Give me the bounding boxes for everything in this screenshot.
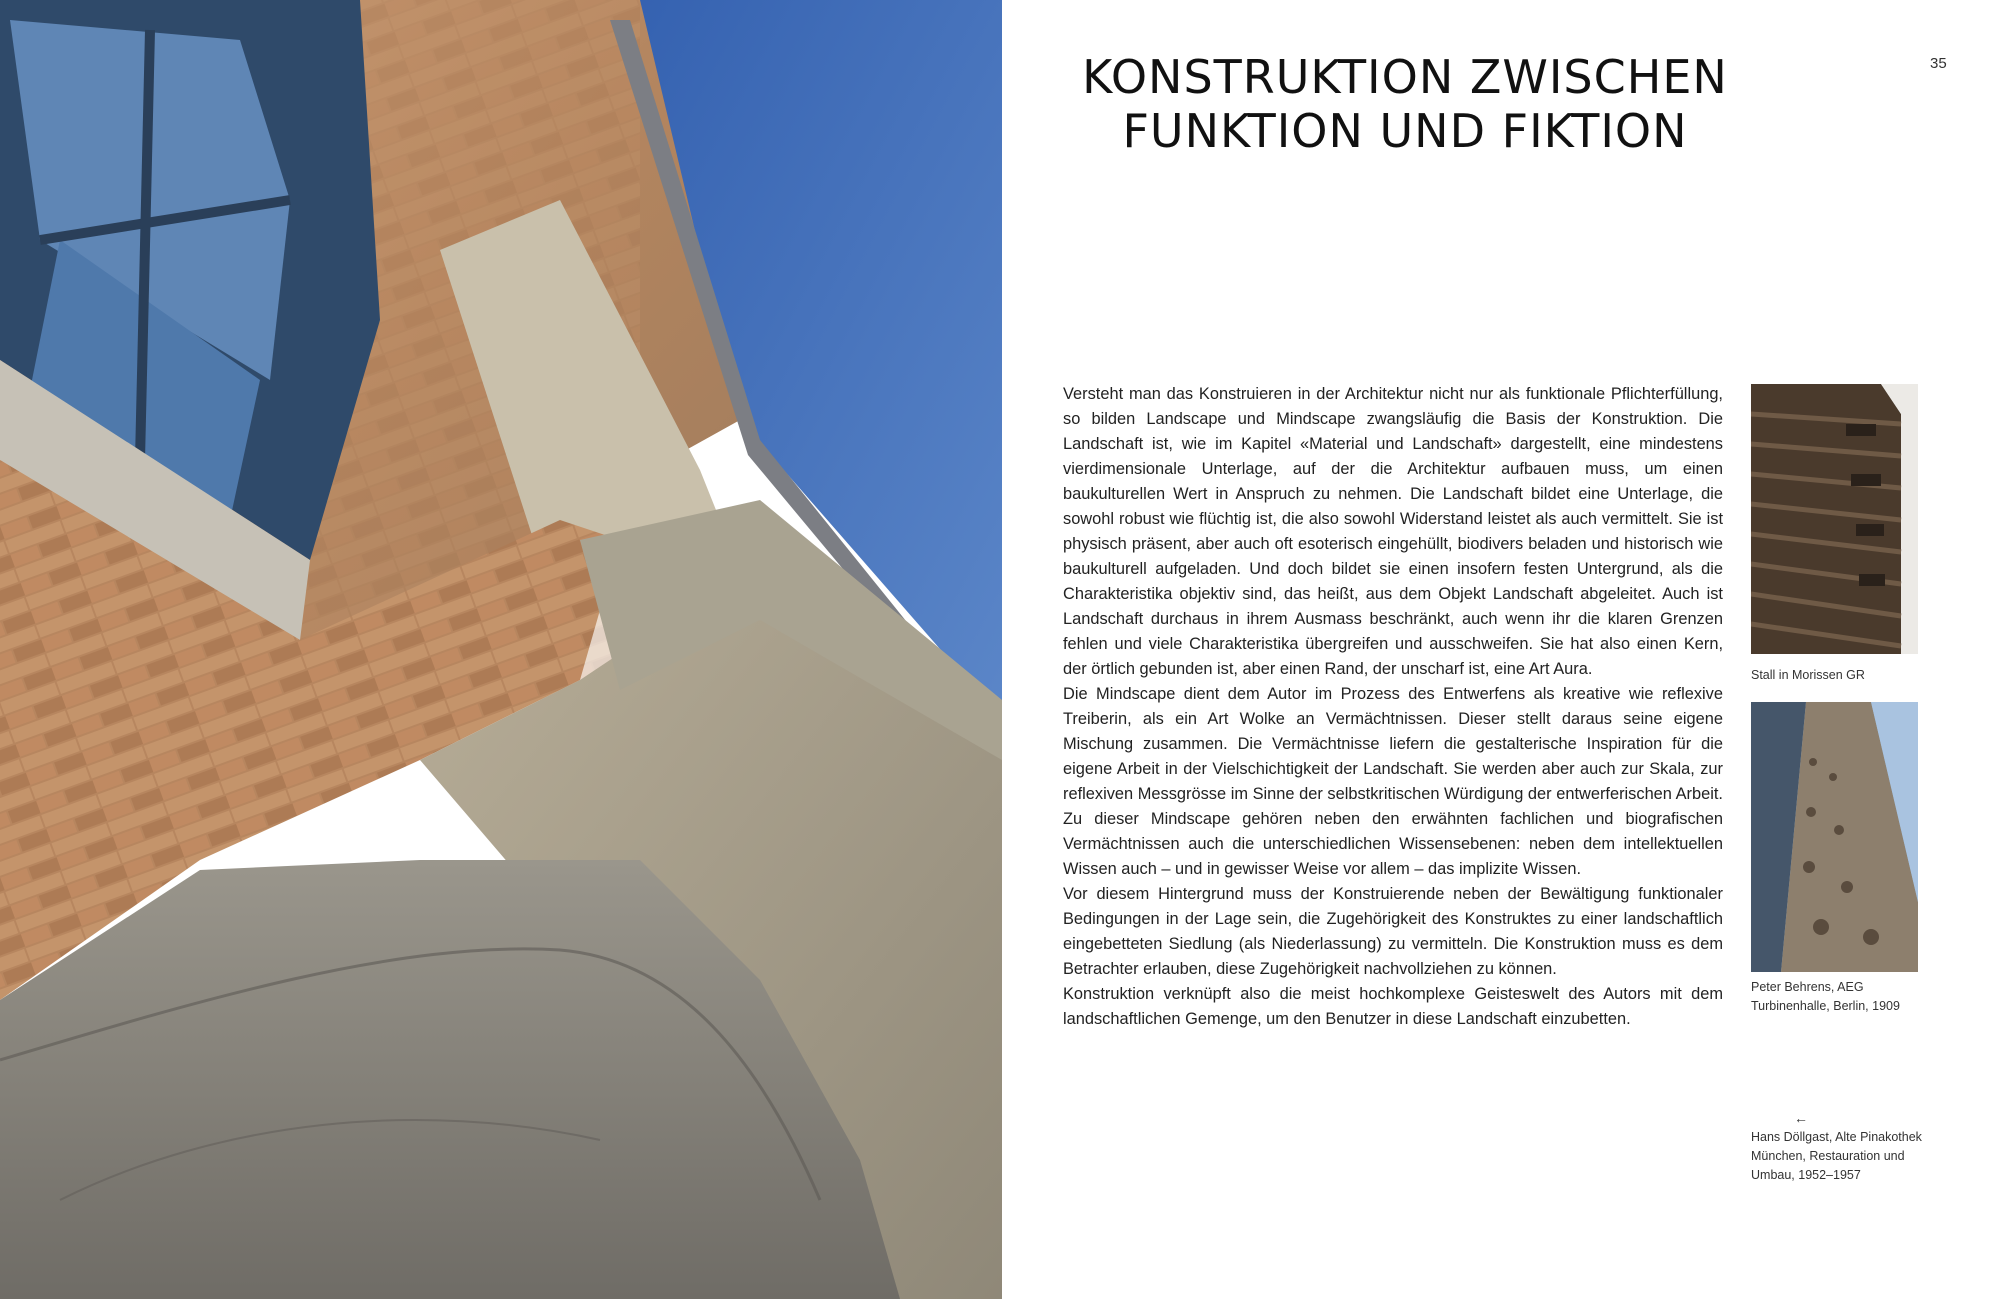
timber-barn-photo-icon [1751, 384, 1918, 654]
caption-line: Turbinenhalle, Berlin, 1909 [1751, 999, 1900, 1013]
page-number: 35 [1930, 55, 1947, 72]
caption-line: Umbau, 1952–1957 [1751, 1168, 1861, 1182]
title-line: KONSTRUKTION ZWISCHEN [1082, 50, 1728, 104]
turbine-hall-photo-icon [1751, 702, 1918, 972]
caption-line: Stall in Morissen GR [1751, 668, 1865, 682]
caption-line: München, Restauration und [1751, 1149, 1905, 1163]
timber-barn-photo [1751, 384, 1918, 654]
photo-caption [1751, 666, 1926, 685]
body-paragraph: Konstruktion verknüpft also die meist hochkomplexe Geisteswelt des Autors mit dem landschaftlichen Gemenge, um den Benutzer in diese Landschaft einzubetten. [1063, 985, 1723, 1028]
photo-caption [1751, 978, 1926, 1016]
title-line: FUNKTION UND FIKTION [1122, 104, 1688, 158]
architecture-photo-icon [0, 0, 1002, 1299]
left-photo-caption [1751, 1128, 1926, 1185]
caption-line: Peter Behrens, AEG [1751, 980, 1864, 994]
body-paragraph: Die Mindscape dient dem Autor im Prozess des Entwerfens als kreative wie reflexive Treiberin, als ein Art Wolke an Vermächtnissen. Dieser stellt daraus seine eigene Mischung zusammen. Die Vermächtnisse liefern die gestalterische Inspiration für die eigene Arbeit in der Vielschichtigkeit der Landschaft. Sie werden aber auch zur Skala, zur reflexiven Messgrösse im Sinne der selbstkritischen Würdigung der entwerferischen Arbeit. Zu dieser Mindscape gehören neben den erwähnten fachlichen und biografischen Vermächtnissen auch die unterschiedlichen Wissensebenen: neben dem intellektuellen Wissen auch – und in gewisser Weise vor allem – das implizite Wissen. [1063, 685, 1723, 878]
body-text [1063, 382, 1723, 1032]
turbine-hall-photo [1751, 702, 1918, 972]
body-paragraph: Vor diesem Hintergrund muss der Konstruierende neben der Bewältigung funktionaler Bedingungen in der Lage sein, die Zugehörigkeit des Konstruktes zu einer landschaftlich eingebetteten Siedlung (als Niederlassung) zu vermitteln. Die Konstruktion muss es dem Betrachter erlauben, diese Zugehörigkeit nachvollziehen zu können. [1063, 885, 1723, 978]
caption-line: Hans Döllgast, Alte Pinakothek [1751, 1130, 1922, 1144]
arrow-left-icon: ← [1794, 1110, 1808, 1126]
architecture-photo [0, 0, 1002, 1299]
body-paragraph: Versteht man das Konstruieren in der Architektur nicht nur als funktionale Pflichterfüllung, so bilden Landscape und Mindscape zwangsläufig die Basis der Konstruktion. Die Landschaft ist, wie im Kapitel «Material und Landschaft» dargestellt, eine mindestens vierdimensionale Unterlage, auf der die Architektur aufbauen muss, um einen baukulturellen Wert in Anspruch zu nehmen. Die Landschaft bildet eine Unterlage, die sowohl robust wie flüchtig ist, die also sowohl Widerstand leistet als auch vermittelt. Sie ist physisch präsent, aber auch oft esoterisch eingehüllt, biodivers beladen und historisch wie baukulturell aufgeladen. Und doch bildet sie einen insofern festen Untergrund, als die Charakteristika objektiv sind, das heißt, aus dem Objekt Landschaft abgeleitet. Auch ist Landschaft durchaus in ihrem Ausmass beschränkt, auch wenn ihr die klaren Grenzen fehlen und viele Charakteristika übergreifen und ausschweifen. Sie hat also einen Kern, der örtlich gebunden ist, aber einen Rand, der unscharf ist, eine Art Aura. [1063, 385, 1723, 678]
page-title [1030, 50, 1780, 158]
